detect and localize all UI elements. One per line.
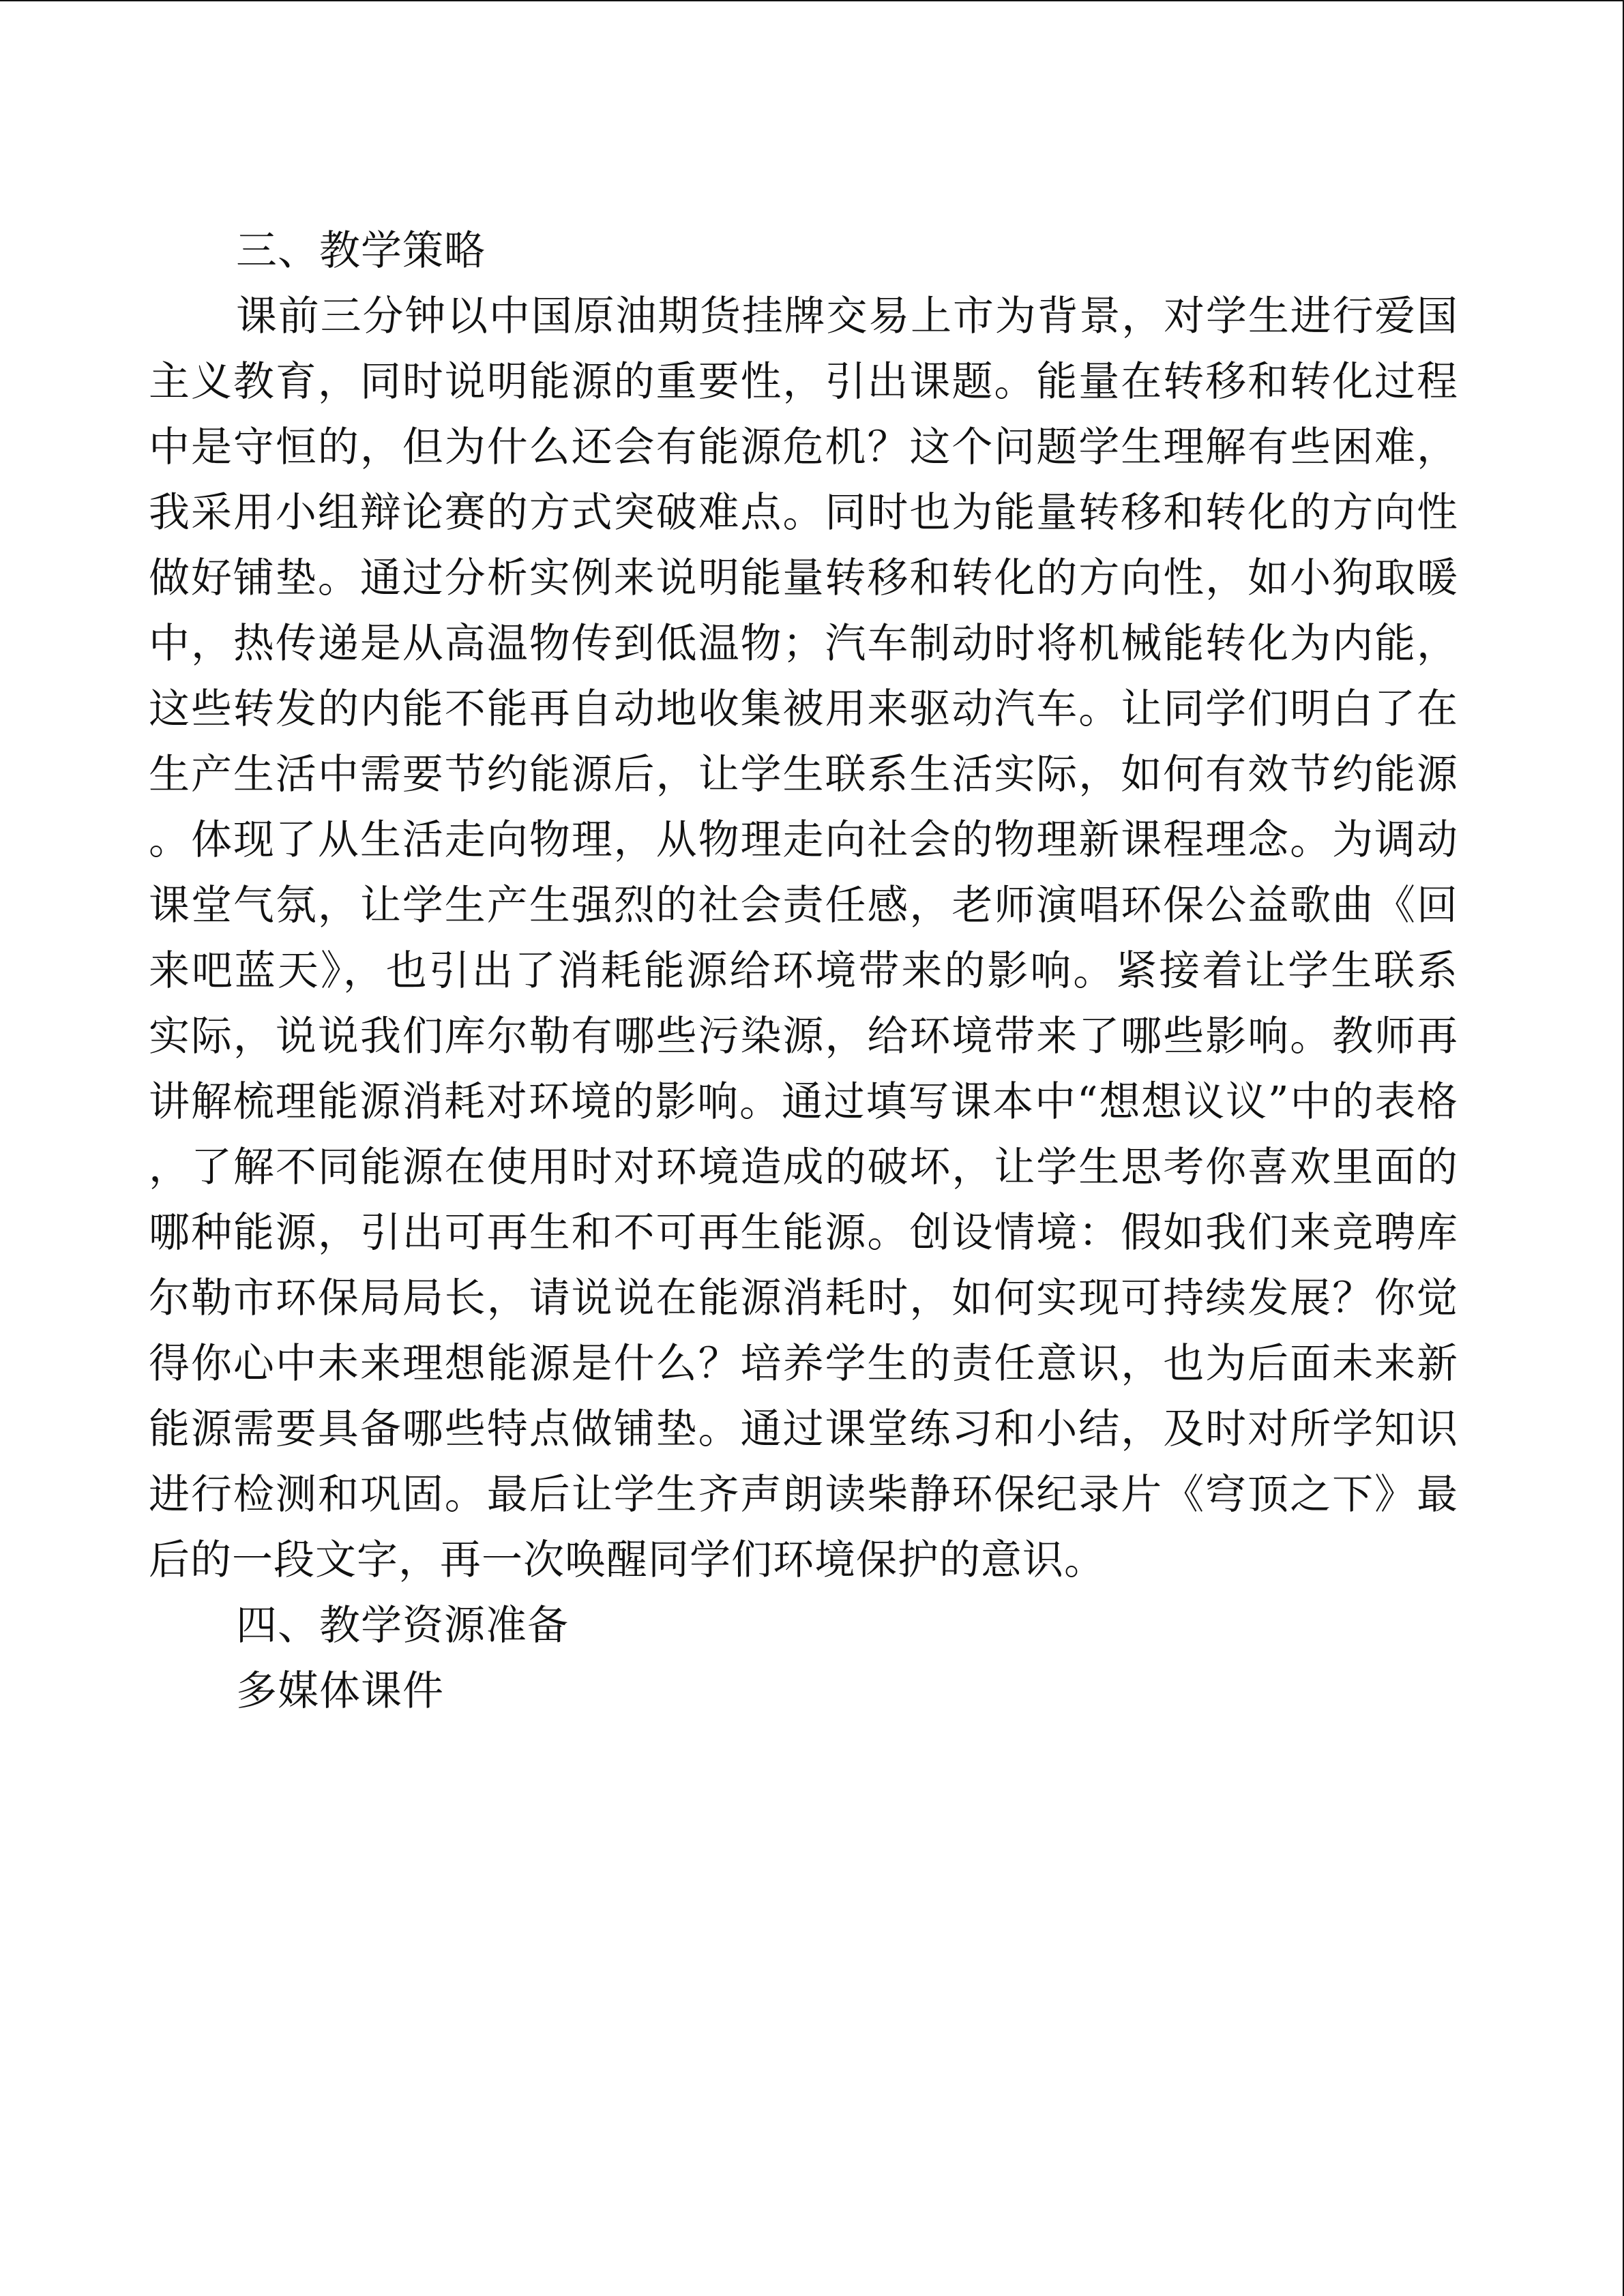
- section-4-heading: 四、教学资源准备: [236, 1602, 569, 1650]
- section-3-heading: 三、教学策略: [236, 227, 486, 275]
- document-content: [149, 218, 1458, 1724]
- section-4-body: 多媒体课件: [236, 1667, 444, 1715]
- section-3-paragraph: 课前三分钟以中国原油期货挂牌交易上市为背景，对学生进行爱国主义教育，同时说明能源的重要性，引出课题。能量在转移和转化过程中是守恒的，但为什么还会有能源危机？这个问题学生理解有些困难，我采用小组辩论赛的方式突破难点。同时也为能量转移和转化的方向性做好铺垫。通过分析实例来说明能量转移和转化的方向性，如小狗取暖中，热传递是从高温物传到低温物；汽车制动时将机械能转化为内能，这些转发的内能不能再自动地收集被用来驱动汽车。让同学们明白了在生产生活中需要节约能源后，让学生联系生活实际，如何有效节约能源。体现了从生活走向物理，从物理走向社会的物理新课程理念。为调动课堂气氛，让学生产生强烈的社会责任感，老师演唱环保公益歌曲《回来吧蓝天》，也引出了消耗能源给环境带来的影响。紧接着让学生联系实际，说说我们库尔勒有哪些污染源，给环境带来了哪些影响。教师再讲解梳理能源消耗对环境的影响。通过填写课本中“想想议议”中的表格，了解不同能源在使用时对环境造成的破坏，让学生思考你喜欢里面的哪种能源，引出可再生和不可再生能源。创设情境：假如我们来竞聘库尔勒市环保局局长，请说说在能源消耗时，如何实现可持续发展？你觉得你心中未来理想能源是什么？培养学生的责任意识，也为后面未来新能源需要具备哪些特点做铺垫。通过课堂练习和小结，及时对所学知识进行检测和巩固。最后让学生齐声朗读柴静环保纪录片《穹顶之下》最后的一段文字，再一次唤醒同学们环境保护的意识。: [149, 293, 1458, 1584]
